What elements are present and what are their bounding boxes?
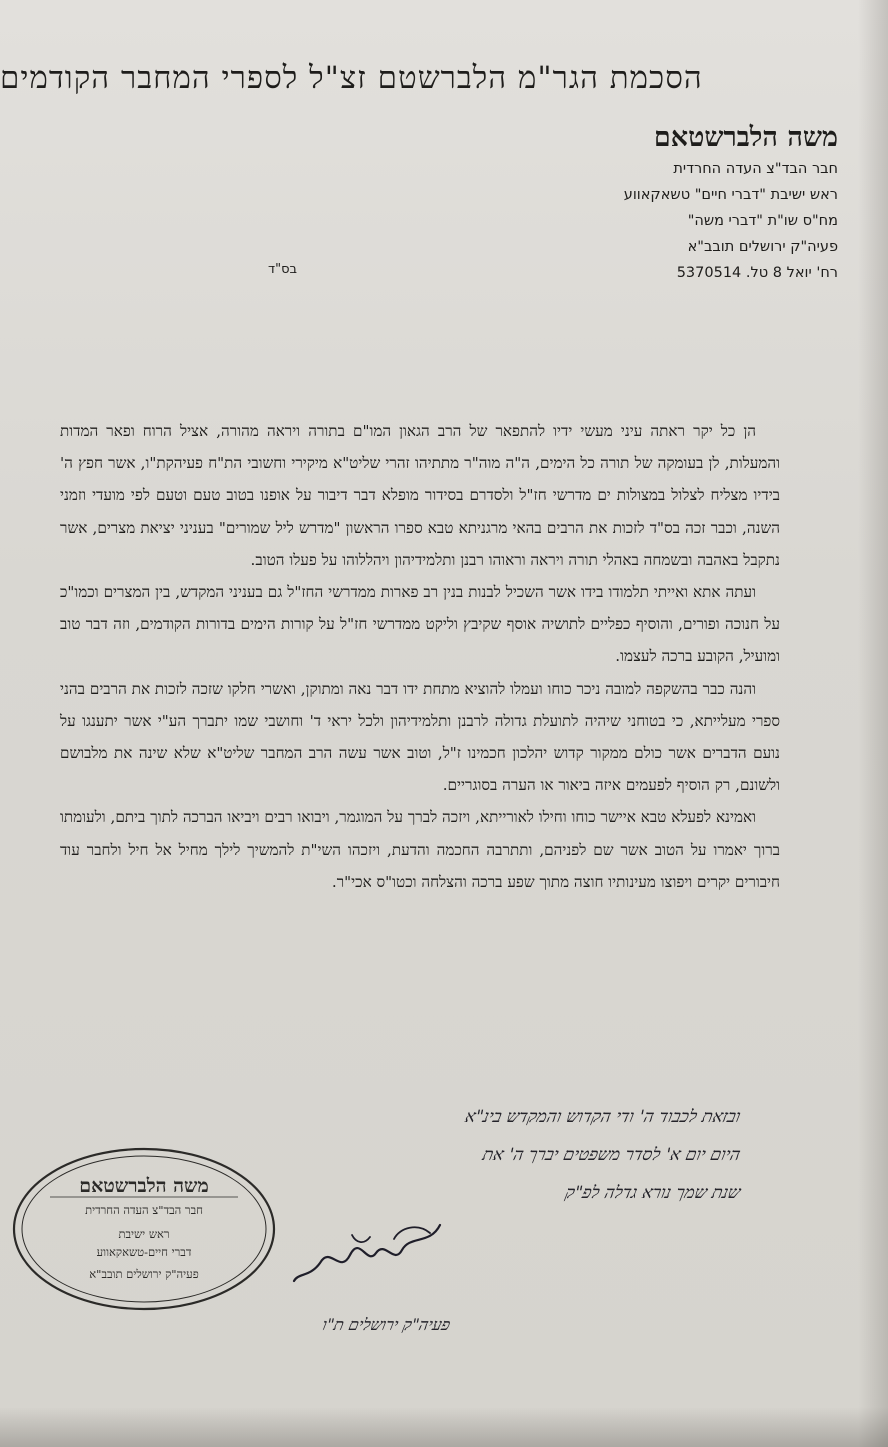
stamp-line: פעיה"ק ירושלים תובב"א — [89, 1267, 199, 1281]
bsd-marker: בס"ד — [268, 262, 298, 277]
stamp-name: משה הלברשטאם — [79, 1175, 209, 1197]
signature-place: פעיה"ק ירושלים ת"ו — [320, 1315, 453, 1334]
paragraph: והנה כבר בהשקפה למובה ניכר כוחו ועמלו להוציא מתחת ידו דבר נאה ומתוקן, ואשרי חלקו שזכה לזכות את הרבים בהני ספרי מעלייתא, כי בטוחני שיהיה לתועלת גדולה לרבנן ותלמידיהון ולכל יראי ד' וחושבי שמו יתברך הע"י אשר יתענגו על נועם הדברים אשר כולם ממקור קדוש יהלכון חכמינו ז"ל, וטוב אשר עשה הרב המחבר שליט"א שלא שינה את מלבושם ולשונם, רק הוסיף לפעמים איזה ביאור או הערה בסוגריים. — [60, 679, 780, 795]
paragraph: ועתה אתא ואייתי תלמודו בידו אשר השכיל לבנות בנין רב פארות ממדרשי החז"ל גם בעניני המקדש, בין המצרים וכמו"כ על חנוכה ופורים, והוסיף כפליים לתושיה אוסף שקיבץ וליקט ממדרשי חז"ל על קורות הימים בדורות הקודמים, וזה דבר טוב ומועיל, הקובע ברכה לעצמו. — [60, 583, 780, 666]
letterhead-line: מח"ס שו"ת "דברי משה" — [687, 213, 838, 229]
page-bottom-shadow — [0, 1407, 888, 1447]
handwritten-line: שנת שמך נורא גדלה לפ"ק — [563, 1183, 743, 1203]
letterhead-name: משה הלברשטאם — [653, 122, 838, 153]
rabbinical-stamp — [10, 1145, 278, 1313]
handwritten-signature — [290, 1215, 450, 1285]
handwritten-line: ובזאת לכבוד ה' ודי הקדוש והמקדש בינ"א — [463, 1107, 743, 1127]
page-edge-shadow — [858, 0, 888, 1447]
handwritten-line: היום יום א' לסדר משפטים יברך ה' את — [480, 1145, 743, 1165]
approbation-heading: הסכמת הגר"מ הלברשטם זצ"ל לספרי המחבר הקודמים — [0, 60, 703, 96]
paragraph: הן כל יקר ראתה עיני מעשי ידיו להתפאר של הרב הגאון המו"ם בתורה ויראה מהורה, אציל הרוח ופאר המדות והמעלות, לן בעומקה של תורה כל הימים, ה"ה מוה"ר מתתיהו זהרי שליט"א מיקירי וחשובי הת"ח פעיהקת"ו, אשר חפץ ה' בידיו מצליח לצלול במצולות ים מדרשי חז"ל ולסדרם בסידור מופלא דבר דיבור על אופנו בטוב טעם וטעם לפי מועדי וזמני השנה, וכבר זכה בס"ד לזכות את הרבים בהאי מרגניתא טבא ספרו הראשון "מדרש ליל שמורים" בעניני יציאת מצרים, אשר נתקבל באהבה ובשמחה באהלי תורה ויראה וראוהו רבנן ותלמידיהון ויהללוהו על פעלו הטוב. — [60, 422, 780, 569]
stamp-line: ראש ישיבת — [118, 1227, 170, 1241]
letterhead-line: רח' יואל 8 טל. 5370514 — [676, 265, 838, 281]
letterhead-line: חבר הבד"צ העדה החרדית — [673, 161, 838, 177]
stamp-line: חבר הבד"צ העדה החרדית — [85, 1203, 203, 1217]
paragraph: ואמינא לפעלא טבא איישר כוחו וחילו לאורייתא, ויזכה לברך על המוגמר, ויבואו רבים ויביאו הברכה לתוך ביתם, ולעומתו ברוך יאמרו על הטוב אשר שם לפניהם, ותתרבה החכמה והדעת, ויזכהו השי"ת להמשיך לילך מחיל אל חיל ולחבר עוד חיבורים יקרים ויפוצו מעינותיו חוצה מתוך שפע ברכה והצלחה וכטו"ס אכי"ר. — [60, 808, 780, 891]
letterhead — [418, 120, 838, 286]
letter-body — [60, 415, 780, 898]
letterhead-line: ראש ישיבת "דברי חיים" טשאקאווע — [623, 187, 838, 203]
letterhead-line: פעיה"ק ירושלים תובב"א — [687, 239, 838, 255]
stamp-line: דברי חיים-טשאקאווע — [96, 1245, 192, 1259]
